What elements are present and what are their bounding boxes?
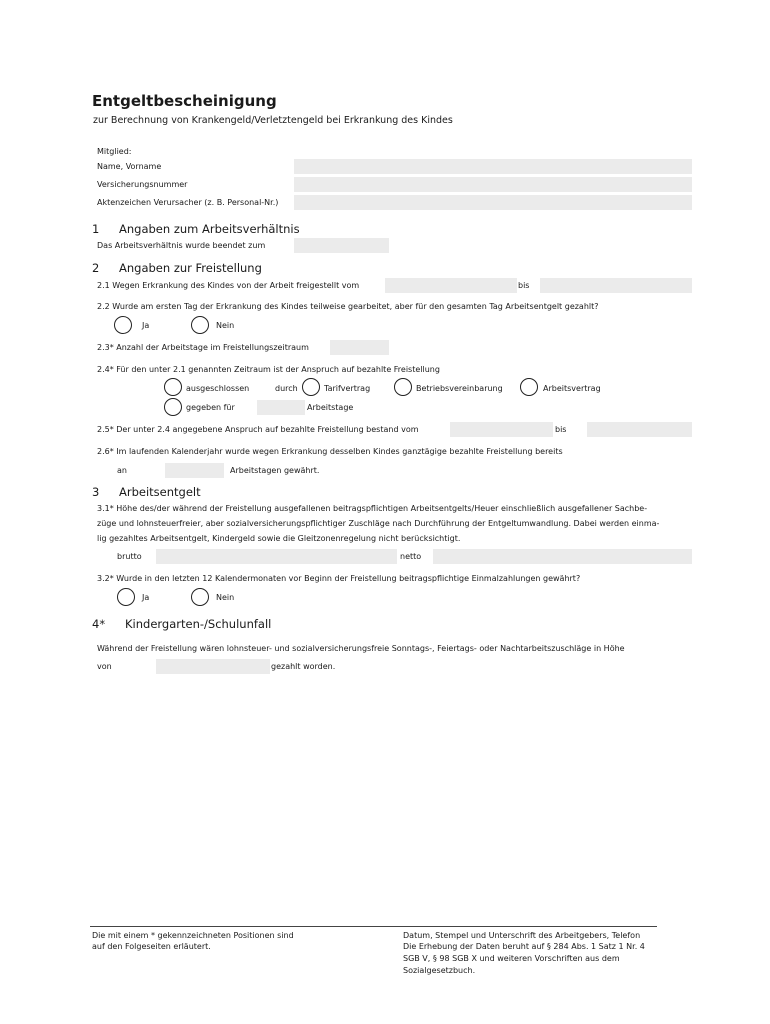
q24-betrieb-label: Betriebsvereinbarung bbox=[416, 384, 503, 393]
brutto-label: brutto bbox=[117, 552, 142, 561]
q32-no-radio[interactable] bbox=[191, 588, 209, 606]
reference-label: Aktenzeichen Verursacher (z. B. Personal-Nr.) bbox=[97, 198, 279, 207]
q24-betrieb-radio[interactable] bbox=[394, 378, 412, 396]
q24-given-label: gegeben für bbox=[186, 403, 235, 412]
q32-yes-label: Ja bbox=[142, 593, 150, 602]
employment-ended-field[interactable] bbox=[294, 238, 389, 253]
q22-label: 2.2 Wurde am ersten Tag der Erkrankung des Kindes teilweise gearbeitet, aber für den gesamten Tag Arbeitsentgelt gezahlt? bbox=[97, 302, 599, 311]
q24-days-field[interactable] bbox=[257, 400, 305, 415]
footer-legal-line3: Sozialgesetzbuch. bbox=[403, 966, 476, 975]
footer-legal-line1: Die Erhebung der Daten beruht auf § 284 Abs. 1 Satz 1 Nr. 4 bbox=[403, 942, 645, 951]
q32-yes-radio[interactable] bbox=[117, 588, 135, 606]
s4-text: Während der Freistellung wären lohnsteuer- und sozialversicherungsfreie Sonntags-, Feiertags- oder Nachtarbeitszuschläge in Höhe bbox=[97, 644, 625, 653]
q23-label: 2.3* Anzahl der Arbeitstage im Freistellungszeitraum bbox=[97, 343, 309, 352]
q31-line1: 3.1* Höhe des/der während der Freistellung ausgefallenen beitragspflichtigen Arbeitsentgelts/Heuer einschließlich ausgefallener Sachbe- bbox=[97, 504, 648, 513]
section-2-number: 2 bbox=[92, 261, 100, 275]
footer-legal-line2: SGB V, § 98 SGB X und weiteren Vorschriften aus dem bbox=[403, 954, 620, 963]
employment-ended-label: Das Arbeitsverhältnis wurde beendet zum bbox=[97, 241, 266, 250]
page-subtitle: zur Berechnung von Krankengeld/Verletztengeld bei Erkrankung des Kindes bbox=[93, 115, 453, 126]
s4-suffix-label: gezahlt worden. bbox=[271, 662, 336, 671]
section-1-number: 1 bbox=[92, 222, 100, 236]
q23-field[interactable] bbox=[330, 340, 389, 355]
q24-label: 2.4* Für den unter 2.1 genannten Zeitraum ist der Anspruch auf bezahlte Freistellung bbox=[97, 365, 440, 374]
footer-note-line1: Die mit einem * gekennzeichneten Positionen sind bbox=[92, 931, 294, 940]
s4-von-label: von bbox=[97, 662, 112, 671]
q24-vertrag-radio[interactable] bbox=[520, 378, 538, 396]
brutto-field[interactable] bbox=[156, 549, 397, 564]
q26-label: 2.6* Im laufenden Kalenderjahr wurde wegen Erkrankung desselben Kindes ganztägige bezahlte Freistellung bereits bbox=[97, 447, 563, 456]
q31-line2: züge und lohnsteuerfreier, aber sozialversicherungspflichtiger Zuschläge nach Durchführung der Entgeltumwandlung. Dabei werden einma- bbox=[97, 519, 660, 528]
reference-field[interactable] bbox=[294, 195, 692, 210]
s4-amount-field[interactable] bbox=[156, 659, 270, 674]
q25-from-field[interactable] bbox=[450, 422, 553, 437]
q21-from-field[interactable] bbox=[385, 278, 517, 293]
q24-vertrag-label: Arbeitsvertrag bbox=[543, 384, 601, 393]
page-title: Entgeltbescheinigung bbox=[92, 92, 277, 110]
q22-yes-label: Ja bbox=[142, 321, 150, 330]
insurance-number-field[interactable] bbox=[294, 177, 692, 192]
q32-no-label: Nein bbox=[216, 593, 235, 602]
footer-note-line2: auf den Folgeseiten erläutert. bbox=[92, 942, 211, 951]
section-2-title: Angaben zur Freistellung bbox=[119, 261, 262, 275]
footer-signature-line1: Datum, Stempel und Unterschrift des Arbeitgebers, Telefon bbox=[403, 931, 641, 940]
q25-label: 2.5* Der unter 2.4 angegebene Anspruch auf bezahlte Freistellung bestand vom bbox=[97, 425, 419, 434]
q31-line3: lig gezahltes Arbeitsentgelt, Kindergeld sowie die Gleitzonenregelung nicht berücksichtigt. bbox=[97, 534, 461, 543]
q21-to-field[interactable] bbox=[540, 278, 692, 293]
q26-suffix-label: Arbeitstagen gewährt. bbox=[230, 466, 320, 475]
netto-label: netto bbox=[400, 552, 422, 561]
footer-divider bbox=[90, 926, 657, 927]
q24-durch-label: durch bbox=[275, 384, 298, 393]
q24-given-radio[interactable] bbox=[164, 398, 182, 416]
q26-an-label: an bbox=[117, 466, 127, 475]
q22-no-radio[interactable] bbox=[191, 316, 209, 334]
section-4-title: Kindergarten-/Schulunfall bbox=[125, 617, 272, 631]
netto-field[interactable] bbox=[433, 549, 692, 564]
q26-days-field[interactable] bbox=[165, 463, 224, 478]
q24-excluded-radio[interactable] bbox=[164, 378, 182, 396]
section-3-title: Arbeitsentgelt bbox=[119, 485, 201, 499]
insurance-number-label: Versicherungsnummer bbox=[97, 180, 188, 189]
q24-days-label: Arbeitstage bbox=[307, 403, 354, 412]
q32-label: 3.2* Wurde in den letzten 12 Kalendermonaten vor Beginn der Freistellung beitragspflichtige Einmalzahlungen gewährt? bbox=[97, 574, 581, 583]
section-1-title: Angaben zum Arbeitsverhältnis bbox=[119, 222, 300, 236]
name-label: Name, Vorname bbox=[97, 162, 162, 171]
q22-yes-radio[interactable] bbox=[114, 316, 132, 334]
q21-bis-label: bis bbox=[518, 281, 530, 290]
q21-label: 2.1 Wegen Erkrankung des Kindes von der Arbeit freigestellt vom bbox=[97, 281, 360, 290]
q24-tarif-label: Tarifvertrag bbox=[324, 384, 371, 393]
q25-to-field[interactable] bbox=[587, 422, 692, 437]
member-heading: Mitglied: bbox=[97, 147, 132, 156]
section-4-number: 4* bbox=[92, 617, 106, 631]
section-3-number: 3 bbox=[92, 485, 100, 499]
name-field[interactable] bbox=[294, 159, 692, 174]
q25-bis-label: bis bbox=[555, 425, 567, 434]
q24-tarif-radio[interactable] bbox=[302, 378, 320, 396]
q22-no-label: Nein bbox=[216, 321, 235, 330]
q24-excluded-label: ausgeschlossen bbox=[186, 384, 250, 393]
